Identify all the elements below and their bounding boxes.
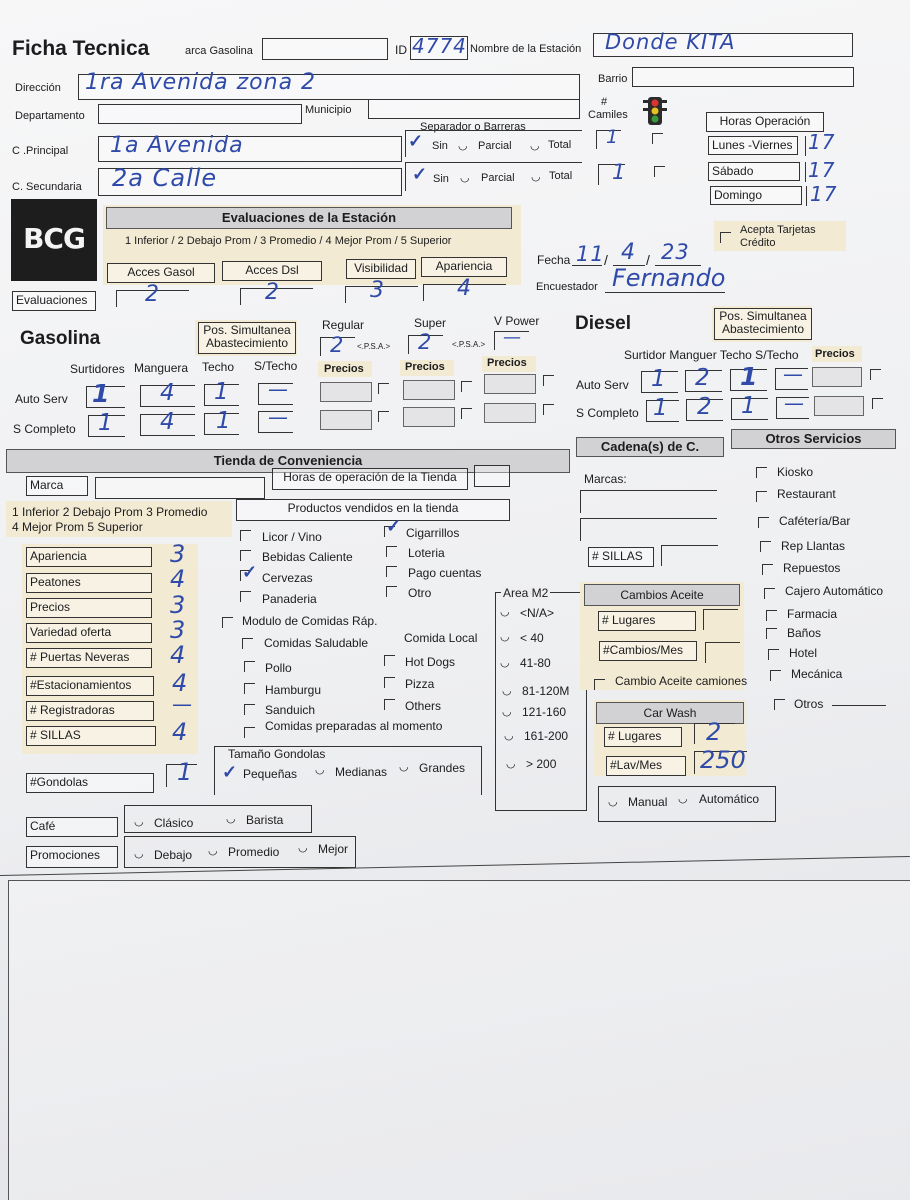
separador1-sin[interactable]: Sin	[432, 140, 448, 152]
diesel-auto-techo: 1	[740, 362, 759, 391]
gas-auto-surtidores: 1	[92, 379, 111, 408]
psa-label-2: <.P.S.A.>	[452, 340, 486, 349]
tienda-registradoras-value: —	[172, 692, 193, 716]
hotel-label: Hotel	[789, 646, 818, 660]
cadena-title: Cadena(s) de C.	[576, 437, 724, 457]
cigarrillos-check: ✓	[386, 516, 402, 536]
fecha-year: 23	[661, 240, 690, 264]
area-40-label[interactable]: < 40	[520, 631, 544, 645]
super-value: 2	[418, 330, 433, 354]
pequenas-label[interactable]: Pequeñas	[243, 767, 298, 781]
area-121-160-label[interactable]: 121-160	[522, 705, 567, 719]
cambios-mes-field[interactable]	[705, 642, 740, 663]
tienda-sillas-value: 4	[172, 718, 189, 746]
lav-mes-label: #Lav/Mes	[606, 756, 686, 776]
kiosko-label: Kiosko	[777, 465, 814, 479]
id-label: ID	[395, 43, 407, 57]
diesel-auto-label: Auto Serv	[576, 378, 629, 392]
lunes-viernes-value: 17	[808, 130, 836, 154]
pollo-label: Pollo	[265, 661, 292, 675]
gas-auto-label: Auto Serv	[15, 392, 68, 406]
calle-secundaria-value: 2a Calle	[112, 164, 218, 192]
manual-label[interactable]: Manual	[628, 795, 668, 809]
gas-sc-precio-1-checkbox[interactable]	[378, 411, 389, 422]
gas-sc-precio-3-checkbox[interactable]	[543, 404, 554, 415]
others-label: Others	[405, 699, 442, 713]
farmacia-checkbox[interactable]	[766, 610, 777, 621]
pequenas-check: ✓	[222, 762, 238, 782]
comida-local-label: Comida Local	[404, 631, 478, 645]
barrio-label: Barrio	[598, 73, 628, 85]
area-81-120-label[interactable]: 81-120M	[522, 684, 570, 698]
hot-dogs-label: Hot Dogs	[405, 655, 456, 669]
promedio-label[interactable]: Promedio	[228, 845, 280, 859]
pago-cuentas-label: Pago cuentas	[408, 566, 482, 580]
pizza-checkbox[interactable]	[384, 677, 395, 688]
area-40-radio[interactable]: ◡	[500, 631, 510, 643]
medianas-label[interactable]: Medianas	[335, 765, 388, 779]
medianas-radio[interactable]: ◡	[315, 764, 325, 776]
otros-field[interactable]	[832, 695, 886, 706]
cambios-lugares-label: # Lugares	[598, 611, 696, 631]
gas-auto-stecho: —	[268, 377, 289, 401]
diesel-sc-stecho: —	[784, 391, 805, 415]
licor-checkbox[interactable]	[240, 530, 251, 541]
grandes-radio[interactable]: ◡	[399, 761, 409, 773]
gas-col-manguera: Manguera	[134, 361, 189, 375]
regular-label: Regular	[322, 318, 365, 332]
restaurant-label: Restaurant	[777, 487, 836, 501]
gas-precios-3: Precios	[487, 357, 527, 369]
form-sheet: Ficha Tecnica arca Gasolina ID 4774 Nombre de la Estación Donde KITA Dirección 1ra Avenida zona 2 Barrio Departamento Municipio # Camiles Horas Operación Lunes -Viernes 17 Sábado 17 Domingo 17 C .Principal 1a Avenida C. Secundaria 2a Calle Separador o Barreras ✓ Sin ◡ Parcial ◡ Total ✓ Sin ◡ Parcial ◡ Total 1 1 BCG Evaluaciones Evaluaciones de la Estación 1 Inferior / 2 Debajo Prom / 3 Promedio / 4 Mejor Prom / 5 Superior Acces Gasol Acces Dsl Visibilidad Apariencia 2 2 3 4 Fecha 11 / 4 / 23 Encuestador Fernando Acepta Tarjetas Crédito Gasolina Pos. Simultanea Abastecimiento Regular Super V Power 2 <.P.S.A.> 2 <.P.S.A.> — Surtidores Manguera Techo S/Techo Precios Precios Precios Auto Serv 1 4 1 — S Completo 1 4 1 — Diesel Pos. Simultanea Abastecimiento Surtidor Manguer Techo S/Techo Precios Auto Serv 1 2 1 — S Completo 1 2 1 — Tienda de Conveniencia Cadena(s) de C. Otros Servicios Marca Horas de operación de la Tienda 1 Inferior 2 Debajo Prom 3 Promedio 4 Mejor Prom 5 Superior Productos vendidos en la tienda Apariencia 3 Peatones 4 Precios 3 Variedad oferta 3 # Puertas Neveras 4 #Estacionamientos 4 # Registradoras — # SILLAS 4 #Gondolas 1 Licor / Vino Bebidas Caliente ✓ Cervezas Panaderia ✓ Cigarrillos Loteria Pago cuentas Otro Modulo de Comidas Ráp. Comidas Saludable Comida Local Pollo Hamburgu Sanduich Hot Dogs Pizza Others Comidas preparadas al momento Tamaño Gondolas ✓ Pequeñas ◡ Medianas ◡ Grandes Area M2 ◡ <N/A> ◡ < 40 ◡ 41-80 ◡ 81-120M ◡ 121-160 ◡ 161-200 ◡ > 200 Café ◡ Clásico ◡ Barista Promociones ◡ Debajo ◡ Promedio ◡ Mejor Marcas: # SILLAS Cambios Aceite # Lugares #Cambios/Mes Cambio Aceite camiones Car Wash # Lugares 2 #Lav/Mes 250 ◡ Manual ◡ Automático Kiosko Restaurant Cafétería/Bar Rep Llantas Repuestos Cajero Automático Farmacia Baños Hotel Mecánica Otros	[0, 0, 910, 1200]
rep-llantas-checkbox[interactable]	[760, 541, 771, 552]
area-200-label[interactable]: > 200	[526, 757, 557, 771]
gas-auto-precio-1[interactable]	[320, 382, 372, 402]
banos-label: Baños	[787, 626, 822, 640]
super-label: Super	[414, 316, 447, 330]
marca-gasolina-label: arca Gasolina	[185, 45, 253, 57]
regular-value: 2	[330, 333, 345, 357]
loteria-checkbox[interactable]	[386, 546, 397, 557]
gas-sc-precio-3[interactable]	[484, 403, 536, 423]
domingo-value: 17	[810, 182, 838, 206]
tienda-estacionamientos-value: 4	[172, 669, 189, 697]
hamburgu-checkbox[interactable]	[244, 683, 255, 694]
comidas-saludable-label: Comidas Saludable	[264, 636, 369, 650]
horas-operacion-title: Horas Operación	[706, 112, 824, 132]
comidas-saludable-checkbox[interactable]	[242, 638, 253, 649]
gas-sc-precio-1[interactable]	[320, 410, 372, 430]
cafeteria-label: Cafétería/Bar	[779, 514, 851, 528]
departamento-field[interactable]	[98, 104, 302, 124]
tienda-variedad-label: Variedad oferta	[26, 623, 152, 643]
cajero-label: Cajero Automático	[785, 584, 884, 598]
cadena-marca-field-2[interactable]	[580, 518, 717, 541]
area-121-160-radio[interactable]: ◡	[502, 706, 512, 718]
cadena-marcas-label: Marcas:	[584, 472, 627, 486]
pizza-label: Pizza	[405, 677, 435, 691]
diesel-cols: Surtidor Manguer Techo S/Techo	[624, 348, 799, 362]
tienda-title: Tienda de Conveniencia	[6, 449, 570, 473]
encuestador-label: Encuestador	[536, 281, 598, 293]
separador2-check: ✓	[412, 164, 428, 184]
fecha-month: 4	[621, 240, 636, 265]
separador2-sin[interactable]: Sin	[433, 173, 449, 185]
cambio-camiones-label: Cambio Aceite camiones	[615, 674, 748, 688]
mejor-radio[interactable]: ◡	[298, 842, 308, 854]
gas-auto-techo: 1	[214, 379, 230, 405]
area-161-200-label[interactable]: 161-200	[524, 729, 569, 743]
municipio-label: Municipio	[305, 104, 352, 116]
gas-auto-precio-3[interactable]	[484, 374, 536, 394]
barista-label[interactable]: Barista	[246, 813, 284, 827]
lunes-viernes-label: Lunes -Viernes	[708, 136, 798, 155]
cafe-box	[124, 805, 312, 833]
automatico-radio[interactable]: ◡	[678, 793, 688, 805]
cigarrillos-label: Cigarrillos	[406, 526, 460, 540]
gas-sc-precio-2-checkbox[interactable]	[461, 408, 472, 419]
tienda-marca-field[interactable]	[95, 477, 265, 499]
gas-auto-precio-1-checkbox[interactable]	[378, 383, 389, 394]
gas-sc-manguera: 4	[160, 409, 176, 435]
otros-servicios-title: Otros Servicios	[731, 429, 896, 449]
diesel-auto-surtidor: 1	[651, 366, 667, 392]
acces-gasol-label: Acces Gasol	[107, 263, 215, 283]
hamburgu-label: Hamburgu	[265, 683, 322, 697]
vpower-value: —	[503, 327, 522, 348]
debajo-label[interactable]: Debajo	[154, 848, 193, 862]
farmacia-label: Farmacia	[787, 607, 838, 621]
cafeteria-checkbox[interactable]	[758, 517, 769, 528]
separador1-parcial-radio[interactable]: ◡	[458, 140, 468, 152]
gas-col-surtidores: Surtidores	[70, 362, 125, 376]
camiles-hash: #	[601, 96, 608, 108]
gas-precios-1: Precios	[324, 363, 364, 375]
calle-principal-value: 1a Avenida	[110, 133, 244, 158]
camiles-checkbox-1[interactable]	[652, 133, 663, 144]
area-200-radio[interactable]: ◡	[506, 758, 516, 770]
calle-principal-label: C .Principal	[12, 145, 69, 157]
tienda-apariencia-value: 3	[170, 540, 187, 568]
area-m2-box	[495, 592, 587, 811]
loteria-label: Loteria	[408, 546, 445, 560]
carwash-lugares-value: 2	[706, 718, 723, 746]
evaluaciones-label: Evaluaciones	[12, 291, 96, 311]
station-name-label: Nombre de la Estación	[470, 43, 582, 55]
panaderia-label: Panaderia	[262, 592, 317, 606]
diesel-sc-surtidor: 1	[653, 395, 669, 421]
gas-auto-precio-2-checkbox[interactable]	[461, 381, 472, 392]
diesel-auto-precio-checkbox[interactable]	[870, 369, 881, 380]
sabado-field[interactable]	[805, 162, 806, 182]
mecanica-label: Mecánica	[791, 667, 843, 681]
area-41-80-label[interactable]: 41-80	[520, 656, 551, 670]
preparadas-checkbox[interactable]	[244, 727, 255, 738]
gas-col-stecho: S/Techo	[254, 359, 298, 373]
gas-scompleto-label: S Completo	[13, 422, 76, 436]
cambios-aceite-title: Cambios Aceite	[584, 584, 740, 606]
traffic-light-icon	[641, 96, 669, 126]
gondolas-label: #Gondolas	[26, 773, 154, 793]
otro-checkbox[interactable]	[386, 586, 397, 597]
productos-label: Productos vendidos en la tienda	[236, 499, 510, 521]
tienda-peatones-label: Peatones	[26, 573, 152, 593]
cambio-camiones-checkbox[interactable]	[594, 679, 605, 690]
tienda-sillas-label: # SILLAS	[26, 726, 156, 746]
cajero-checkbox[interactable]	[764, 588, 775, 599]
separador2-total-radio[interactable]: ◡	[531, 171, 541, 183]
automatico-label[interactable]: Automático	[699, 792, 760, 806]
fecha-day: 11	[576, 242, 605, 266]
tienda-apariencia-label: Apariencia	[26, 547, 152, 567]
gas-sc-techo: 1	[216, 408, 232, 434]
tienda-neveras-value: 4	[170, 641, 187, 669]
gas-sc-precio-2[interactable]	[403, 407, 455, 427]
acepta-tarjetas-label: Acepta Tarjetas Crédito	[740, 224, 816, 249]
notes-area[interactable]	[8, 880, 910, 1200]
otros-label: Otros	[794, 697, 824, 711]
diesel-auto-stecho: —	[783, 362, 804, 386]
banos-checkbox[interactable]	[766, 628, 777, 639]
area-m2-label: Area M2	[503, 586, 549, 600]
carwash-title: Car Wash	[596, 702, 744, 724]
acces-dsl-value: 2	[265, 280, 280, 305]
area-161-200-radio[interactable]: ◡	[504, 730, 514, 742]
diesel-scompleto-label: S Completo	[576, 406, 639, 420]
direccion-label: Dirección	[15, 82, 61, 94]
camiles-checkbox-2[interactable]	[654, 166, 665, 177]
domingo-label: Domingo	[710, 186, 802, 205]
repuestos-label: Repuestos	[783, 561, 841, 575]
gas-col-techo: Techo	[202, 360, 235, 374]
direccion-value: 1ra Avenida zona 2	[85, 70, 317, 95]
repuestos-checkbox[interactable]	[762, 564, 773, 575]
preparadas-label: Comidas preparadas al momento	[265, 719, 443, 733]
barista-radio[interactable]: ◡	[226, 813, 236, 825]
bcg-logo	[11, 199, 97, 281]
diesel-sc-precio-checkbox[interactable]	[872, 398, 883, 409]
tienda-precios-value: 3	[170, 591, 187, 619]
barrio-field[interactable]	[632, 67, 854, 87]
separador1-parcial[interactable]: Parcial	[478, 140, 512, 152]
calle-secundaria-label: C. Secundaria	[12, 181, 82, 193]
promociones-label: Promociones	[26, 846, 118, 868]
otros-checkbox[interactable]	[774, 699, 785, 710]
camiles-label: Camiles	[588, 109, 628, 121]
tienda-precios-label: Precios	[26, 598, 152, 618]
area-na-label[interactable]: <N/A>	[520, 606, 555, 620]
hot-dogs-checkbox[interactable]	[384, 655, 395, 666]
sanduich-label: Sanduich	[265, 703, 316, 717]
psa-label-1: <.P.S.A.>	[357, 342, 391, 351]
diesel-precios: Precios	[815, 348, 855, 360]
modulo-comidas-checkbox[interactable]	[222, 617, 233, 628]
restaurant-checkbox[interactable]	[756, 491, 767, 502]
domingo-field[interactable]	[806, 186, 807, 206]
tienda-variedad-value: 3	[170, 616, 187, 644]
gasolina-pos-label: Pos. Simultanea Abastecimiento	[198, 322, 296, 354]
fecha-label: Fecha	[537, 253, 571, 267]
cervezas-label: Cervezas	[262, 571, 313, 585]
debajo-radio[interactable]: ◡	[134, 848, 144, 860]
manual-radio[interactable]: ◡	[608, 796, 618, 808]
acces-dsl-label: Acces Dsl	[222, 261, 322, 281]
municipio-field[interactable]	[368, 99, 580, 119]
kiosko-checkbox[interactable]	[756, 467, 767, 478]
vpower-label: V Power	[494, 314, 540, 328]
gas-auto-precio-3-checkbox[interactable]	[543, 375, 554, 386]
separador1-total-radio[interactable]: ◡	[530, 140, 540, 152]
gas-auto-manguera: 4	[160, 380, 176, 406]
evaluaciones-title: Evaluaciones de la Estación	[106, 207, 512, 229]
clasico-label[interactable]: Clásico	[154, 816, 194, 830]
cafe-label: Café	[26, 817, 118, 837]
lunes-field[interactable]	[805, 136, 806, 156]
separador1-check: ✓	[408, 131, 424, 151]
cambios-mes-label: #Cambios/Mes	[599, 641, 697, 661]
clasico-radio[interactable]: ◡	[134, 816, 144, 828]
others-checkbox[interactable]	[384, 699, 395, 710]
cervezas-check: ✓	[242, 562, 258, 582]
page-title: Ficha Tecnica	[12, 37, 150, 60]
sanduich-checkbox[interactable]	[244, 704, 255, 715]
visibilidad-value: 3	[370, 278, 385, 303]
gondolas-size-label: Tamaño Gondolas	[228, 747, 326, 761]
diesel-title: Diesel	[575, 313, 631, 334]
gas-precios-2: Precios	[405, 361, 445, 373]
diesel-sc-precio[interactable]	[814, 396, 864, 416]
separador2-parcial[interactable]: Parcial	[481, 172, 515, 184]
carwash-lugares-label: # Lugares	[604, 727, 682, 747]
acepta-tarjetas-checkbox[interactable]	[720, 232, 731, 243]
area-41-80-radio[interactable]: ◡	[500, 657, 510, 669]
evaluaciones-scale: 1 Inferior / 2 Debajo Prom / 3 Promedio / 4 Mejor Prom / 5 Superior	[125, 235, 452, 247]
mejor-label[interactable]: Mejor	[318, 842, 349, 856]
tienda-scale2: 4 Mejor Prom 5 Superior	[12, 520, 143, 534]
camiles-value-2: 1	[612, 160, 627, 184]
promedio-radio[interactable]: ◡	[208, 845, 218, 857]
diesel-sc-techo: 1	[741, 393, 757, 419]
separador1-total[interactable]: Total	[548, 139, 572, 151]
tienda-horas-field[interactable]	[474, 465, 510, 487]
station-name-value: Donde KITA	[605, 30, 736, 54]
tienda-estacionamientos-label: #Estacionamientos	[26, 676, 154, 696]
tienda-scale: 1 Inferior 2 Debajo Prom 3 Promedio	[12, 505, 208, 519]
apariencia-value: 4	[457, 276, 472, 301]
acces-gasol-value: 2	[145, 282, 160, 307]
id-value: 4774	[412, 34, 467, 58]
visibilidad-label: Visibilidad	[346, 259, 416, 279]
tienda-horas-label: Horas de operación de la Tienda	[272, 468, 468, 490]
area-na-radio[interactable]: ◡	[500, 606, 510, 618]
bcg-logo-text: BCG	[23, 222, 85, 255]
gas-sc-surtidores: 1	[98, 410, 114, 436]
hotel-checkbox[interactable]	[768, 649, 779, 660]
marca-gasolina-field[interactable]	[262, 38, 388, 60]
separador2-total[interactable]: Total	[549, 170, 573, 182]
gas-sc-stecho: —	[268, 405, 289, 429]
diesel-pos-label: Pos. Simultanea Abastecimiento	[714, 308, 812, 340]
departamento-label: Departamento	[15, 110, 85, 122]
bebidas-label: Bebidas Caliente	[262, 550, 353, 564]
camiles-value-1: 1	[606, 126, 620, 148]
tienda-marca-label: Marca	[26, 476, 88, 496]
licor-label: Licor / Vino	[262, 530, 322, 544]
encuestador-value: Fernando	[612, 264, 726, 292]
separador-label: Separador o Barreras	[420, 121, 526, 133]
tienda-peatones-value: 4	[170, 565, 187, 593]
gasolina-title: Gasolina	[20, 328, 101, 349]
area-81-120-radio[interactable]: ◡	[502, 685, 512, 697]
tienda-neveras-label: # Puertas Neveras	[26, 648, 152, 668]
sabado-value: 17	[808, 158, 836, 182]
grandes-label[interactable]: Grandes	[419, 761, 466, 775]
gas-auto-precio-2[interactable]	[403, 380, 455, 400]
mecanica-checkbox[interactable]	[770, 670, 781, 681]
tienda-registradoras-label: # Registradoras	[26, 701, 154, 721]
cadena-sillas-label: # SILLAS	[588, 547, 654, 567]
diesel-sc-manguera: 2	[697, 394, 713, 420]
cadena-marca-field-1[interactable]	[580, 490, 717, 513]
panaderia-checkbox[interactable]	[240, 591, 251, 602]
lav-mes-value: 250	[700, 746, 746, 774]
cambios-lugares-field[interactable]	[703, 609, 738, 630]
otro-label: Otro	[408, 586, 432, 600]
bebidas-checkbox[interactable]	[240, 550, 251, 561]
sabado-label: Sábado	[708, 162, 800, 181]
gondolas-value: 1	[177, 758, 194, 786]
diesel-auto-manguera: 2	[695, 365, 711, 391]
diesel-auto-precio[interactable]	[812, 367, 862, 387]
pollo-checkbox[interactable]	[244, 661, 255, 672]
apariencia-label: Apariencia	[421, 257, 507, 277]
modulo-comidas-label: Modulo de Comidas Ráp.	[242, 614, 378, 628]
pago-cuentas-checkbox[interactable]	[386, 566, 397, 577]
rep-llantas-label: Rep Llantas	[781, 539, 846, 553]
cadena-sillas-field[interactable]	[661, 545, 718, 566]
separador2-parcial-radio[interactable]: ◡	[460, 172, 470, 184]
